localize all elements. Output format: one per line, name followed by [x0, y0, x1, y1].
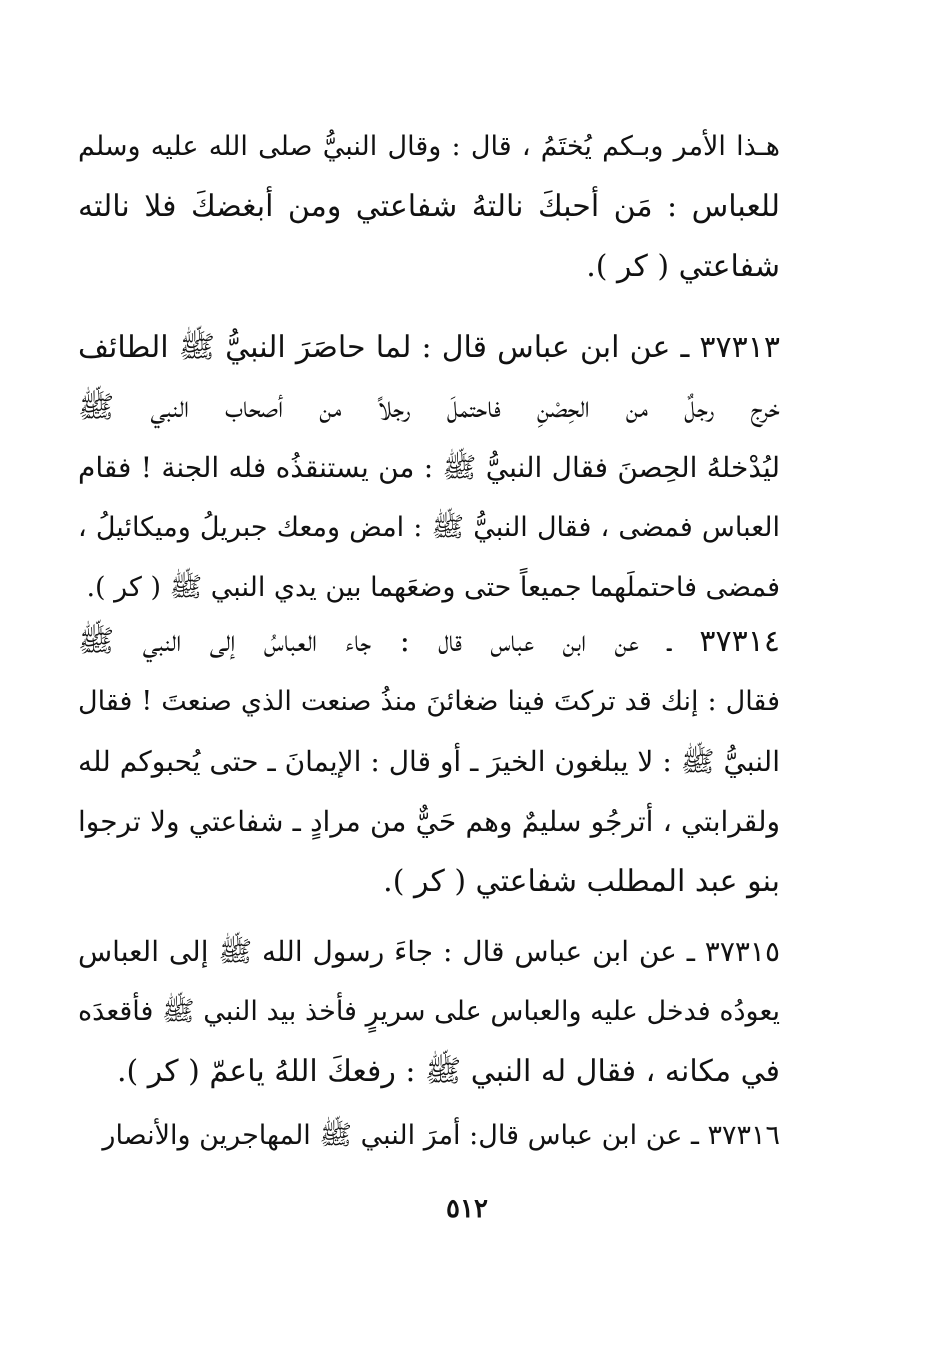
hadith-37315	[78, 922, 780, 1102]
text-line: ٣٧٣١٤ ـ عن ابن عباس قال : جاء العباسُ إلى النبي ﷺ	[78, 624, 780, 659]
text-line: ٣٧٣١٣ ـ عن ابن عباس قال : لما حاصَرَ النبيُّ ﷺ الطائف	[78, 330, 780, 365]
text-line: ٣٧٣١٥ ـ عن ابن عباس قال : جاءَ رسول الله ﷺ إلى العباس	[78, 935, 780, 968]
text-line: في مكانه ، فقال له النبي ﷺ : رفعكَ اللهُ ياعمّ ( كر ).	[116, 1054, 780, 1089]
hadith-37313	[78, 318, 780, 618]
page-number: ٥١٢	[446, 1194, 488, 1224]
text-line: ٣٧٣١٦ ـ عن ابن عباس قال: أمرَ النبي ﷺ المهاجرين والأنصار	[102, 1120, 780, 1151]
text-line: ليُدْخلهُ الحِصنَ فقال النبيُّ ﷺ : من يستنقذُه فله الجنة ! فقام	[78, 451, 780, 484]
text-line: بنو عبد المطلب شفاعتي ( كر ).	[383, 864, 780, 899]
text-line: فقال : إنك قد تركتَ فينا ضغائنَ منذُ صنعت الذي صنعتَ ! فقال	[78, 686, 780, 717]
text-line: النبيُّ ﷺ : لا يبلغون الخيرَ ـ أو قال : الإيمانَ ـ حتى يُحبوكم لله	[78, 745, 780, 778]
text-line: فمضى فاحتملَهما جميعاً حتى وضعَهما بين يدي النبي ﷺ ( كر ).	[86, 572, 780, 603]
hadith-37316	[78, 1106, 780, 1166]
hadith-37314	[78, 612, 780, 912]
text-line: يعودُه فدخل عليه والعباس على سريرٍ فأخذ بيد النبي ﷺ فأقعدَه	[78, 996, 780, 1027]
text-line: العباس فمضى ، فقال النبيُّ ﷺ : امض ومعك جبريلُ وميكائيلُ ،	[78, 512, 780, 543]
paragraph-continuation	[78, 117, 780, 297]
text-line: خرج رجلٌ من الحِصْنِ فاحتملَ رجلاً من أصحاب النبي ﷺ	[78, 390, 780, 425]
text-line: ولقرابتي ، أترجُو سليمٌ وهم حَيٌّ من مرادٍ ـ شفاعتي ولا ترجوا	[78, 805, 780, 838]
text-line: للعباس : مَن أحبكَ نالتهُ شفاعتي ومن أبغضكَ فلا نالته	[78, 189, 780, 224]
text-line: هـذا الأمر وبـكم يُختَمُ ، قال : وقال النبيُّ صلى الله عليه وسلم	[78, 131, 780, 162]
text-line: شفاعتي ( كر ).	[586, 249, 780, 284]
